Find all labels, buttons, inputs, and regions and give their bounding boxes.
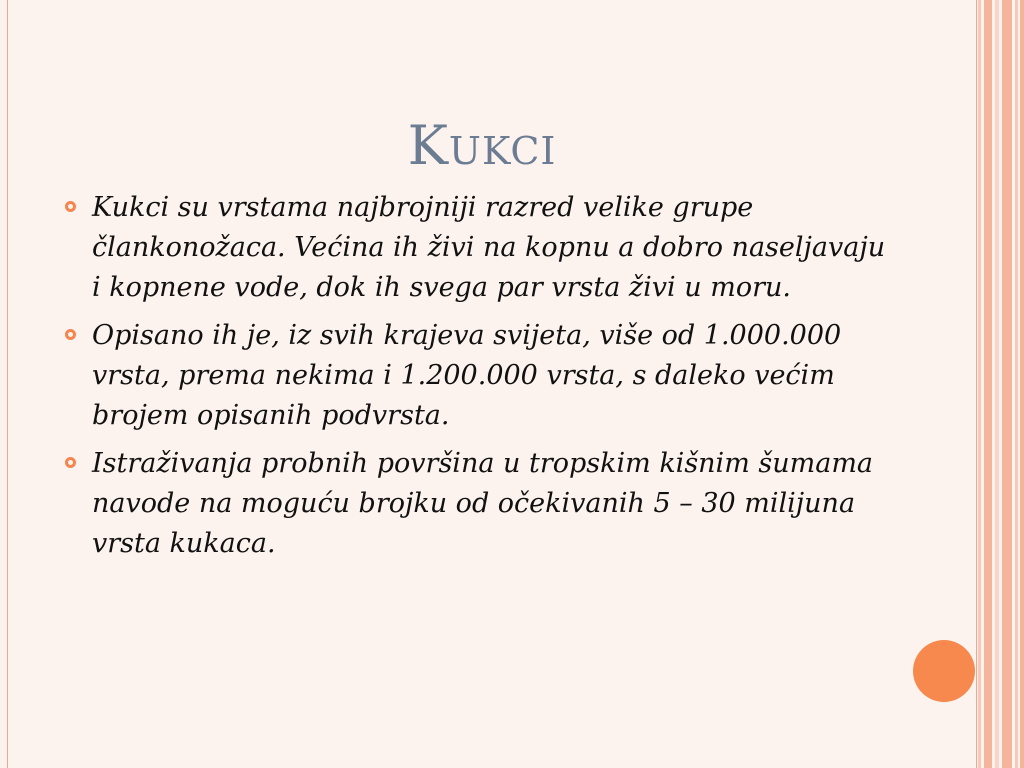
list-item — [62, 316, 902, 436]
stripe — [995, 0, 999, 768]
stripe — [1002, 0, 1012, 768]
orange-ring-bullet-icon — [65, 457, 76, 468]
bullet-text: Kukci su vrstama najbrojniji razred velike grupe člankonožaca. Većina ih živi na kopnu a dobro naseljavaju i kopnene vode, dok ih svega par vrsta živi u moru. — [92, 192, 886, 303]
bullet-text: Istraživanja probnih površina u tropskim kišnim šumama navode na moguću brojku od očekivanih 5 – 30 milijuna vrsta kukaca. — [92, 448, 874, 559]
stripe — [984, 0, 992, 768]
bullet-list — [62, 188, 902, 572]
orange-circle-decoration-icon — [913, 640, 975, 702]
orange-ring-bullet-icon — [65, 329, 76, 340]
bullet-text: Opisano ih je, iz svih krajeva svijeta, više od 1.000.000 vrsta, prema nekima i 1.200.000 vrsta, s daleko većim brojem opisanih podvrsta. — [92, 320, 842, 431]
slide-title: Kukci — [407, 114, 557, 178]
list-item — [62, 444, 902, 564]
orange-ring-bullet-icon — [65, 201, 76, 212]
stripe — [978, 0, 981, 768]
stripe — [1020, 0, 1024, 768]
decorative-stripes — [978, 0, 1024, 768]
list-item — [62, 188, 902, 308]
stripe — [1015, 0, 1018, 768]
